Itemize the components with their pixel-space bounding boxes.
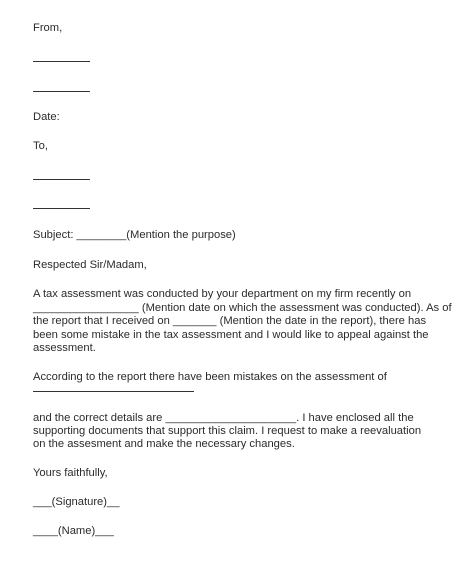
from-blank-line-1 <box>33 61 90 62</box>
body-paragraph-2: According to the report there have been mistakes on the assessment of <box>33 371 387 383</box>
body-paragraph-3-line-1: and the correct details are _____________________. I have enclosed all the <box>33 412 414 424</box>
assessment-blank-line <box>33 391 194 392</box>
closing: Yours faithfully, <box>33 467 108 479</box>
body-paragraph-3-line-2: supporting documents that support this claim. I request to make a reevaluation <box>33 425 422 437</box>
date-label: Date: <box>33 111 60 123</box>
body-paragraph-1-line-4: been some mistake in the tax assessment and I would like to appeal against the <box>33 329 429 341</box>
to-blank-line-1 <box>33 179 90 180</box>
subject-line: Subject: ________(Mention the purpose) <box>33 229 236 241</box>
to-blank-line-2 <box>33 208 90 209</box>
name-line: ____(Name)___ <box>33 525 114 537</box>
salutation: Respected Sir/Madam, <box>33 259 147 271</box>
body-paragraph-1-line-2: _________________ (Mention date on which the assessment was conducted). As of <box>33 302 452 314</box>
body-paragraph-1-line-3: the report that I received on _______ (Mention the date in the report), there has <box>33 315 427 327</box>
body-paragraph-1-line-5: assessment. <box>33 342 96 354</box>
from-blank-line-2 <box>33 91 90 92</box>
from-label: From, <box>33 22 63 34</box>
to-label: To, <box>33 140 48 152</box>
body-paragraph-3-line-3: on the assesment and make the necessary changes. <box>33 438 295 450</box>
body-paragraph-1-line-1: A tax assessment was conducted by your department on my firm recently on <box>33 288 412 300</box>
signature-line: ___(Signature)__ <box>33 496 120 508</box>
